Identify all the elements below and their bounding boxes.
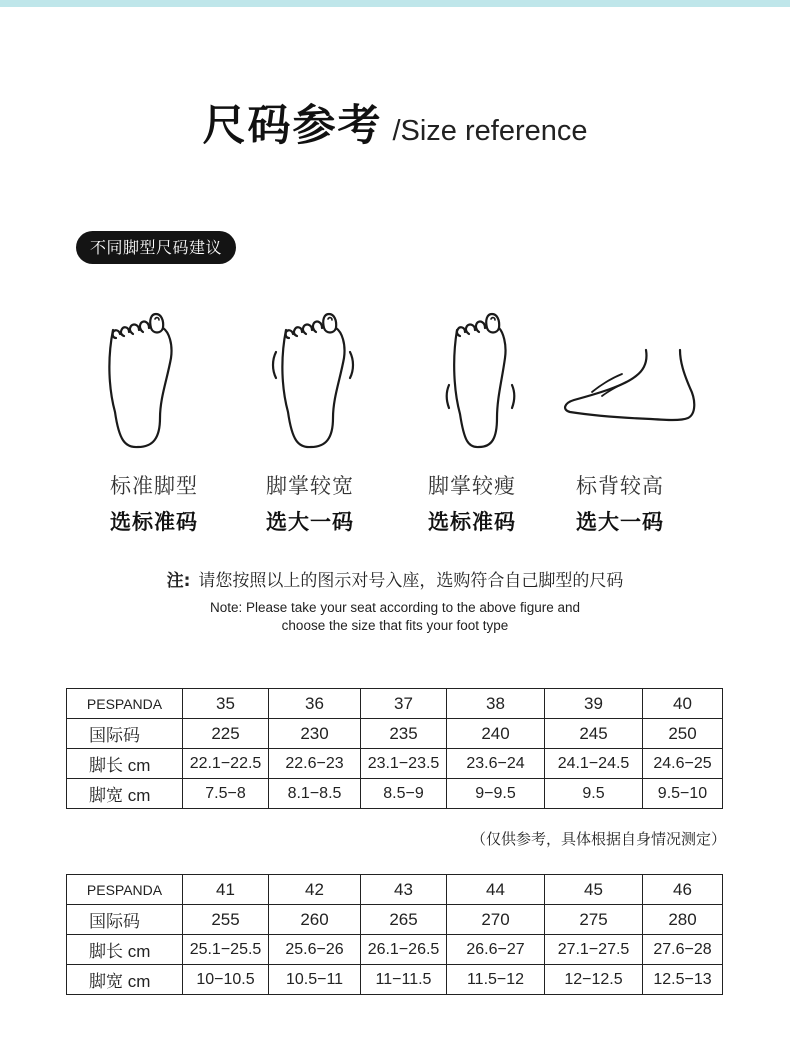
table-cell: 250 <box>643 719 723 749</box>
foot-type-advice-3: 选标准码 <box>428 510 516 534</box>
table-cell: 25.6−26 <box>269 935 361 965</box>
size-cell: 43 <box>361 875 447 905</box>
note-english-line-1: Note: Please take your seat according to the above figure and <box>210 600 580 615</box>
wide-forefoot-icon <box>236 300 386 460</box>
table-cell: 225 <box>183 719 269 749</box>
table-cell: 23.6−24 <box>447 749 545 779</box>
high-instep-icon <box>556 300 706 460</box>
title-chinese: 尺码参考 <box>202 101 383 151</box>
table-cell: 8.1−8.5 <box>269 779 361 809</box>
top-accent-bar <box>0 0 790 7</box>
note-chinese-text: 请您按照以上的图示对号入座，选购符合自己脚型的尺码 <box>198 571 624 591</box>
size-cell: 40 <box>643 689 723 719</box>
table-cell: 27.6−28 <box>643 935 723 965</box>
table-row <box>67 749 723 779</box>
table-cell: 12−12.5 <box>545 965 643 995</box>
page-title <box>0 92 790 153</box>
size-cell: 37 <box>361 689 447 719</box>
size-cell: 36 <box>269 689 361 719</box>
table-cell: 245 <box>545 719 643 749</box>
table-cell: 22.6−23 <box>269 749 361 779</box>
row-label: 脚长 cm <box>67 935 183 965</box>
note-prefix: 注: <box>166 571 191 591</box>
table-cell: 12.5−13 <box>643 965 723 995</box>
table-cell: 8.5−9 <box>361 779 447 809</box>
size-cell: 46 <box>643 875 723 905</box>
note-english <box>0 599 790 635</box>
table-cell: 275 <box>545 905 643 935</box>
table-cell: 23.1−23.5 <box>361 749 447 779</box>
size-cell: 44 <box>447 875 545 905</box>
size-table-1 <box>66 688 723 809</box>
table-cell: 10−10.5 <box>183 965 269 995</box>
standard-foot-icon <box>63 300 213 460</box>
foot-type-label-1: 标准脚型 <box>110 474 198 498</box>
row-label: 国际码 <box>67 719 183 749</box>
table-row <box>67 905 723 935</box>
row-label: 脚宽 cm <box>67 965 183 995</box>
brand-cell: PESPANDA <box>67 689 183 719</box>
table-cell: 255 <box>183 905 269 935</box>
foot-type-advice-1: 选标准码 <box>110 510 198 534</box>
table-cell: 11−11.5 <box>361 965 447 995</box>
table-cell: 260 <box>269 905 361 935</box>
foot-type-advice-2: 选大一码 <box>266 510 354 534</box>
size-cell: 39 <box>545 689 643 719</box>
table-cell: 9.5 <box>545 779 643 809</box>
note-chinese <box>0 566 790 591</box>
table-cell: 265 <box>361 905 447 935</box>
size-cell: 45 <box>545 875 643 905</box>
foot-type-label-2: 脚掌较宽 <box>266 474 354 498</box>
table-row <box>67 935 723 965</box>
row-label: 脚宽 cm <box>67 779 183 809</box>
table-row <box>67 875 723 905</box>
disclaimer: （仅供参考，具体根据自身情况测定） <box>470 830 726 848</box>
section-pill: 不同脚型尺码建议 <box>76 231 236 264</box>
table-cell: 235 <box>361 719 447 749</box>
table-row <box>67 779 723 809</box>
title-english: /Size reference <box>392 115 588 147</box>
row-label: 脚长 cm <box>67 749 183 779</box>
size-cell: 42 <box>269 875 361 905</box>
table-cell: 10.5−11 <box>269 965 361 995</box>
table-cell: 270 <box>447 905 545 935</box>
row-label: 国际码 <box>67 905 183 935</box>
table-cell: 25.1−25.5 <box>183 935 269 965</box>
table-cell: 230 <box>269 719 361 749</box>
note-english-line-2: choose the size that fits your foot type <box>281 618 509 633</box>
narrow-forefoot-icon <box>402 300 552 460</box>
size-cell: 35 <box>183 689 269 719</box>
table-cell: 26.6−27 <box>447 935 545 965</box>
foot-type-advice-4: 选大一码 <box>576 510 664 534</box>
table-cell: 27.1−27.5 <box>545 935 643 965</box>
table-row <box>67 965 723 995</box>
size-table-2 <box>66 874 723 995</box>
foot-type-label-4: 标背较高 <box>576 474 664 498</box>
brand-cell: PESPANDA <box>67 875 183 905</box>
size-cell: 38 <box>447 689 545 719</box>
table-cell: 24.6−25 <box>643 749 723 779</box>
table-cell: 26.1−26.5 <box>361 935 447 965</box>
table-cell: 7.5−8 <box>183 779 269 809</box>
table-cell: 22.1−22.5 <box>183 749 269 779</box>
foot-type-label-3: 脚掌较瘦 <box>428 474 516 498</box>
size-cell: 41 <box>183 875 269 905</box>
table-cell: 240 <box>447 719 545 749</box>
table-cell: 11.5−12 <box>447 965 545 995</box>
table-cell: 9−9.5 <box>447 779 545 809</box>
table-row <box>67 689 723 719</box>
table-row <box>67 719 723 749</box>
table-cell: 9.5−10 <box>643 779 723 809</box>
table-cell: 24.1−24.5 <box>545 749 643 779</box>
table-cell: 280 <box>643 905 723 935</box>
